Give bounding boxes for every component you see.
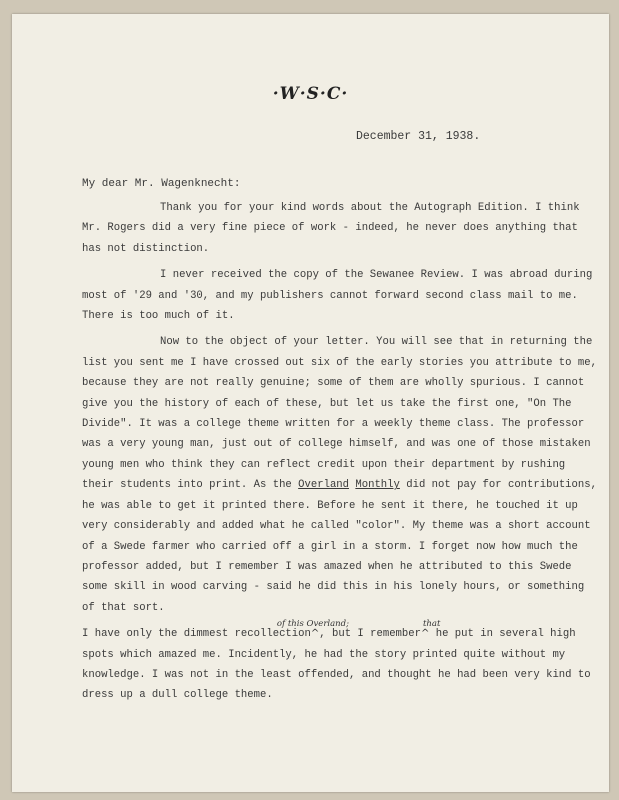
insertion-point-2 xyxy=(420,619,441,640)
letter-body xyxy=(82,198,602,712)
paragraph-3 xyxy=(82,332,602,618)
paragraph-1: Thank you for your kind words about the Autograph Edition. I think Mr. Rogers did a very fine piece of work - indeed, he never does anything that has not distinction. xyxy=(82,202,580,255)
journal-title-word-1: Overland xyxy=(298,479,350,492)
letterhead-monogram: ·W·S·C· xyxy=(272,84,349,104)
caret-mark-2: ^ xyxy=(420,628,430,640)
letter-date: December 31, 1938. xyxy=(356,130,481,143)
paragraph-2: I never received the copy of the Sewanee Review. I was abroad during most of '29 and '30, and my publishers cannot forward second class mail to me. There is too much of it. xyxy=(82,269,593,323)
insertion-point-1 xyxy=(276,619,349,640)
salutation: My dear Mr. Wagenknecht: xyxy=(82,178,241,190)
journal-title-word-2: Monthly xyxy=(355,479,400,492)
paragraph-4-part-3: he put in several high spots which amazed me. Incidently, he had the story printed quite without my knowledge. I was not in the least offended, and thought he had been very kind to dress up a dull college theme. xyxy=(82,628,591,702)
paragraph-4-part-2: , but I remember xyxy=(319,628,421,641)
paragraph-4 xyxy=(82,619,602,706)
letter-page xyxy=(12,14,609,792)
paragraph-3-part-1: Now to the object of your letter. You will see that in returning the list you sent me I have crossed out six of the early stories you attribute to me, because they are not really genuine; some of them are wholly spurious. I cannot give you the history of each of these, but let us take the first one, "On The Divide". It was a college theme written for a weekly theme class. The professor was a very young man, just out of college himself, and was one of those mistaken young men who think they can reflect credit upon their department by rushing their students into print. As the xyxy=(82,336,597,492)
paragraph-4-part-1: I have only the dimmest recollection xyxy=(82,628,311,641)
handwritten-insert-2: that xyxy=(422,619,441,630)
paragraph-3-part-2: did not pay for contributions, he was able to get it printed there. Before he sent it there, he touched it up very considerably and added what he called "color". My theme was a short account of a Swede farmer who carried off a girl in a storm. I forget now how much the professor added, but I remember I was amazed when he attributed to this Swede some skill in wood carving - said he did this in his lonely hours, or something of that sort. xyxy=(82,479,597,614)
caret-mark-1: ^ xyxy=(310,628,320,640)
handwritten-insert-1: of this Overland; xyxy=(276,619,349,630)
